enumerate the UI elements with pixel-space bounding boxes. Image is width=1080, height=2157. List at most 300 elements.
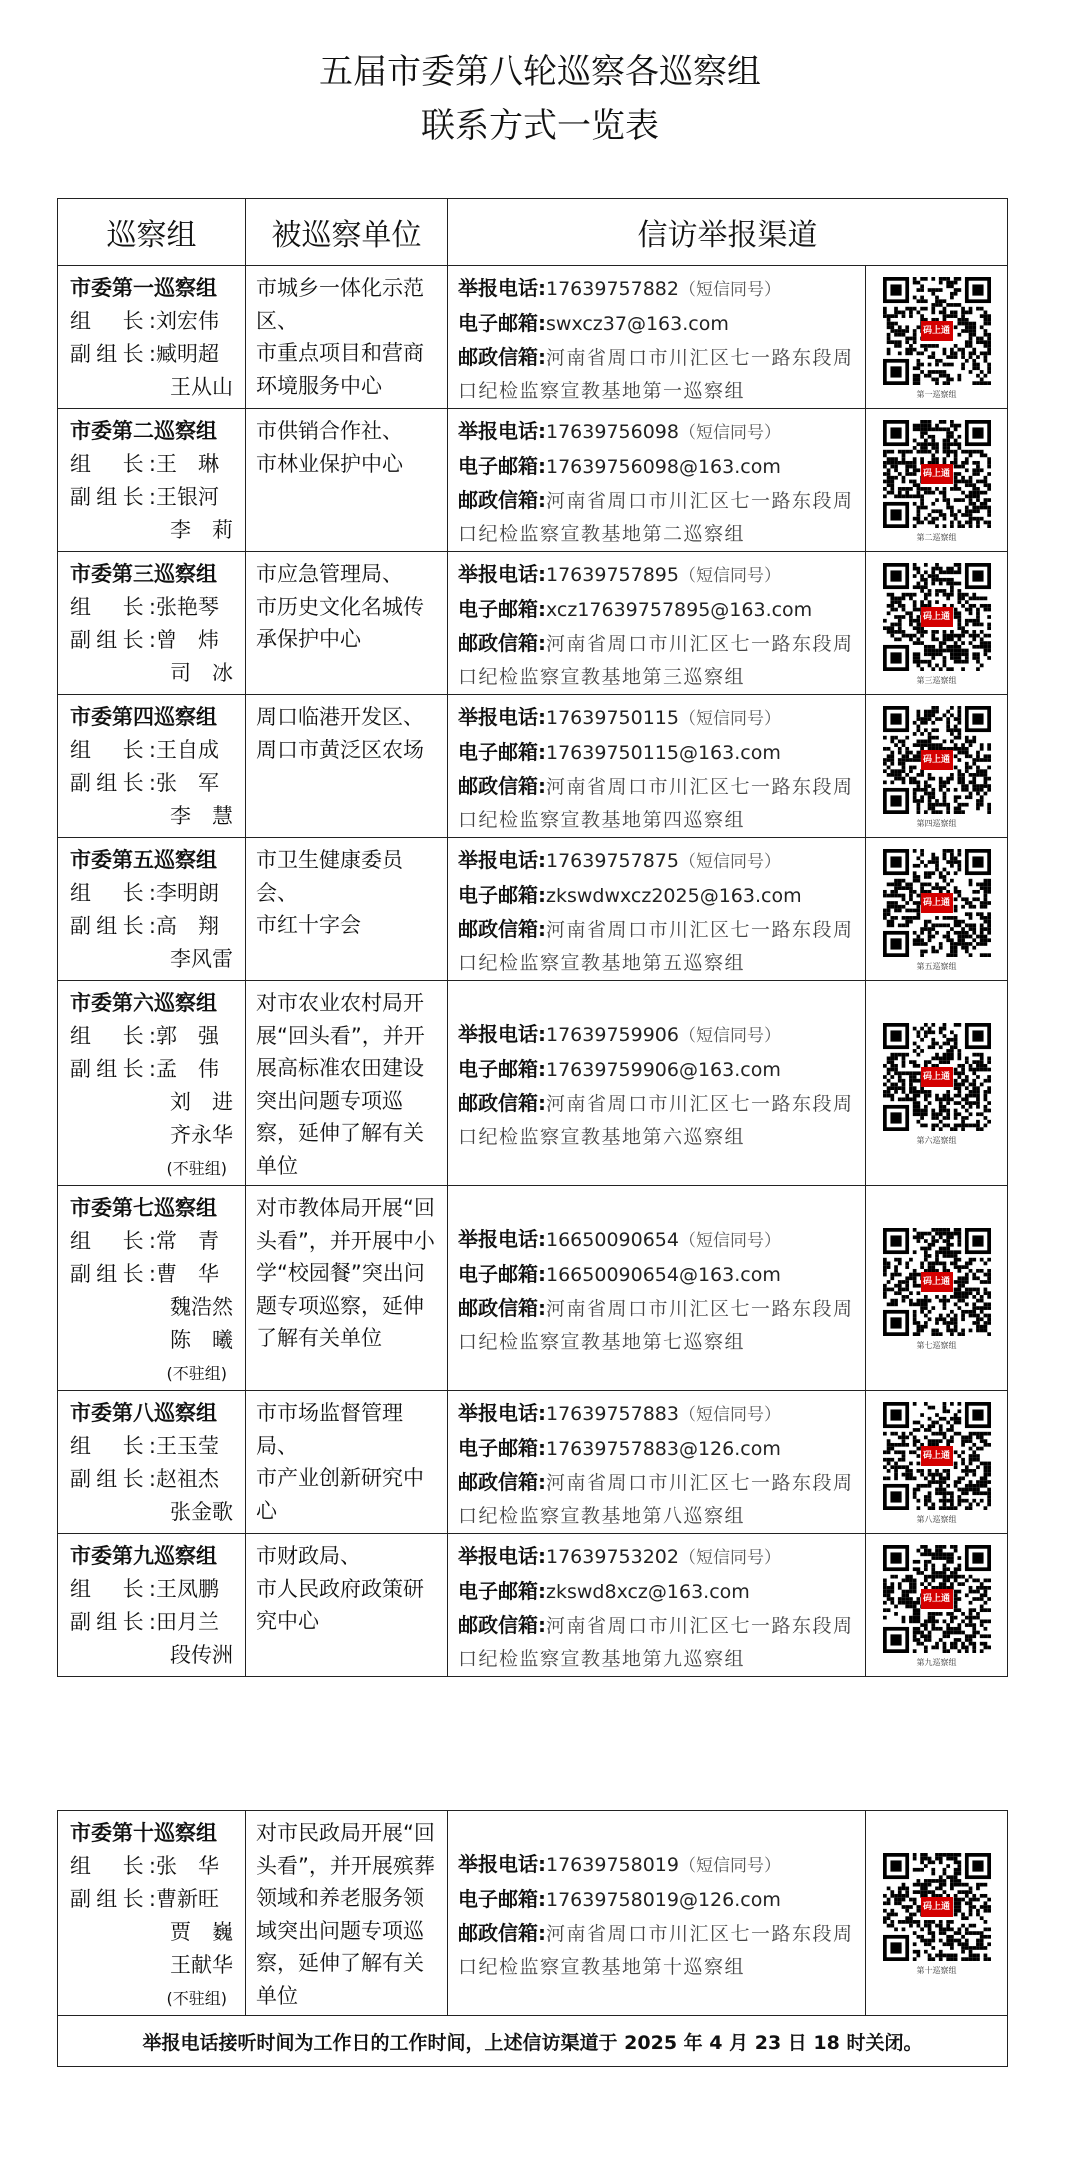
phone-line <box>458 1540 859 1575</box>
table-row <box>58 1391 1008 1534</box>
station-note: (不驻组) <box>166 1159 227 1178</box>
deputy-label: 副组长: <box>70 1262 156 1286</box>
qr-tag: 码上通 <box>921 1272 953 1292</box>
email-line <box>458 593 859 627</box>
leader-line <box>70 1225 245 1258</box>
channel-cell <box>448 1534 866 1677</box>
table-row <box>58 981 1008 1186</box>
channel-cell <box>448 981 866 1186</box>
post-label: 邮政信箱: <box>458 631 546 655</box>
qr-code[interactable] <box>883 1402 991 1510</box>
leader-label: 组 长: <box>70 881 156 905</box>
leader-line <box>70 1573 245 1606</box>
phone-line <box>458 1397 859 1432</box>
deputy-name: 魏浩然 <box>170 1295 233 1319</box>
qr-cell <box>866 409 1008 552</box>
post-line <box>458 1292 859 1359</box>
deputy-name: 李 莉 <box>170 518 233 542</box>
unit-cell <box>246 552 448 695</box>
deputy-label: 副组长: <box>70 628 156 652</box>
email-label: 电子邮箱: <box>458 1579 546 1603</box>
email-label: 电子邮箱: <box>458 1887 546 1911</box>
table-row <box>58 1534 1008 1677</box>
qr-tag: 码上通 <box>921 1589 953 1609</box>
group-cell <box>58 1186 246 1391</box>
deputy-name: 张 军 <box>156 771 219 795</box>
table-row <box>58 552 1008 695</box>
deputy-list <box>70 624 245 690</box>
table-header-row <box>58 199 1008 266</box>
footer-note: 举报电话接听时间为工作日的工作时间，上述信访渠道于 2025 年 4 月 23 日 18 时关闭。 <box>58 2016 1008 2067</box>
phone-note: （短信同号） <box>678 852 781 872</box>
deputy-list <box>70 1606 245 1672</box>
qr-code[interactable] <box>883 420 991 528</box>
deputy-name: 张金歌 <box>170 1500 233 1524</box>
email-label: 电子邮箱: <box>458 883 546 907</box>
qr-tag: 码上通 <box>921 321 953 341</box>
qr-caption: 第十巡察组 <box>916 1966 957 1975</box>
leader-name: 王玉莹 <box>156 1434 219 1458</box>
unit-cell <box>246 1391 448 1534</box>
unit-name: 市人民政府政策研究中心 <box>256 1576 424 1633</box>
leader-name: 郭 强 <box>156 1024 219 1048</box>
qr-cell <box>866 695 1008 838</box>
email-label: 电子邮箱: <box>458 1057 546 1081</box>
unit-name: 市历史文化名城传承保护中心 <box>256 594 424 651</box>
leader-label: 组 长: <box>70 1229 156 1253</box>
email-address[interactable]: 16650090654@163.com <box>546 1264 781 1286</box>
post-line <box>458 1466 859 1533</box>
station-note: (不驻组) <box>166 1989 227 2008</box>
phone-label: 举报电话: <box>458 1544 546 1568</box>
phone-line <box>458 1018 859 1053</box>
group-name: 市委第八巡察组 <box>70 1401 217 1425</box>
unit-cell <box>246 1811 448 2016</box>
leader-line <box>70 305 245 338</box>
email-address[interactable]: 17639758019@126.com <box>546 1889 781 1911</box>
email-label: 电子邮箱: <box>458 311 546 335</box>
email-line <box>458 307 859 341</box>
qr-tag: 码上通 <box>921 1897 953 1917</box>
deputy-name: 王献华 <box>170 1953 233 1977</box>
email-line <box>458 1575 859 1609</box>
unit-name: 市重点项目和营商环境服务中心 <box>256 341 424 398</box>
deputy-name: 段传洲 <box>170 1643 233 1667</box>
deputy-list <box>70 1258 245 1390</box>
post-label: 邮政信箱: <box>458 1921 546 1945</box>
phone-note: （短信同号） <box>678 566 781 586</box>
group-name: 市委第十巡察组 <box>70 1821 217 1845</box>
post-label: 邮政信箱: <box>458 1613 546 1637</box>
qr-caption: 第三巡察组 <box>916 676 957 685</box>
email-address[interactable]: zkswdwxcz2025@163.com <box>546 885 802 907</box>
qr-cell <box>866 552 1008 695</box>
deputy-name: 孟 伟 <box>156 1057 219 1081</box>
email-line <box>458 1053 859 1087</box>
leader-name: 王自成 <box>156 738 219 762</box>
deputy-name: 高 翔 <box>156 914 219 938</box>
post-address: 河南省周口市川汇区七一路东段周口纪检监察宣教基地第二巡察组 <box>458 490 854 545</box>
qr-code[interactable] <box>883 706 991 814</box>
table-row <box>58 1811 1008 2016</box>
deputy-line <box>70 1053 245 1086</box>
email-address[interactable]: 17639759906@163.com <box>546 1059 781 1081</box>
qr-caption: 第一巡察组 <box>916 390 957 399</box>
footer-row <box>58 2016 1008 2067</box>
phone-note: （短信同号） <box>678 1405 781 1425</box>
qr-cell <box>866 266 1008 409</box>
post-line <box>458 770 859 837</box>
post-address: 河南省周口市川汇区七一路东段周口纪检监察宣教基地第三巡察组 <box>458 633 854 688</box>
email-address[interactable]: xcz17639757895@163.com <box>546 599 813 621</box>
leader-label: 组 长: <box>70 309 156 333</box>
phone-number[interactable]: 16650090654 <box>546 1229 679 1251</box>
deputy-name: 刘 进 <box>170 1090 233 1114</box>
phone-note: （短信同号） <box>678 1231 781 1251</box>
contact-table <box>57 198 1008 1677</box>
post-address: 河南省周口市川汇区七一路东段周口纪检监察宣教基地第五巡察组 <box>458 919 854 974</box>
leader-line <box>70 877 245 910</box>
post-line <box>458 913 859 980</box>
deputy-list <box>70 1463 245 1529</box>
email-address[interactable]: 17639756098@163.com <box>546 456 781 478</box>
group-name: 市委第九巡察组 <box>70 1544 217 1568</box>
qr-tag: 码上通 <box>921 750 953 770</box>
qr-tag: 码上通 <box>921 464 953 484</box>
post-address: 河南省周口市川汇区七一路东段周口纪检监察宣教基地第六巡察组 <box>458 1093 854 1148</box>
phone-label: 举报电话: <box>458 1401 546 1425</box>
email-line <box>458 1258 859 1292</box>
channel-cell <box>448 552 866 695</box>
unit-name: 市卫生健康委员会、 <box>256 848 403 905</box>
group-cell <box>58 981 246 1186</box>
phone-number[interactable]: 17639756098 <box>546 421 679 443</box>
phone-label: 举报电话: <box>458 848 546 872</box>
deputy-name: 臧明超 <box>156 342 219 366</box>
leader-name: 王凤鹏 <box>156 1577 219 1601</box>
page-title-line2: 联系方式一览表 <box>421 106 659 146</box>
leader-label: 组 长: <box>70 1024 156 1048</box>
unit-name: 对市农业农村局开展“回头看”，并开展高标准农田建设突出问题专项巡察，延伸了解有关单位 <box>256 991 425 1178</box>
deputy-line <box>70 910 245 943</box>
phone-number[interactable]: 17639757895 <box>546 564 679 586</box>
deputy-line <box>70 338 245 371</box>
phone-number[interactable]: 17639753202 <box>546 1546 679 1568</box>
phone-line <box>458 558 859 593</box>
qr-cell <box>866 1186 1008 1391</box>
channel-cell <box>448 1186 866 1391</box>
group-name: 市委第五巡察组 <box>70 848 217 872</box>
post-label: 邮政信箱: <box>458 774 546 798</box>
deputy-label: 副组长: <box>70 1610 156 1634</box>
post-line <box>458 1087 859 1154</box>
phone-number[interactable]: 17639757883 <box>546 1403 679 1425</box>
qr-caption: 第八巡察组 <box>916 1515 957 1524</box>
deputy-name: 李风雷 <box>170 947 233 971</box>
leader-name: 张 华 <box>156 1854 219 1878</box>
post-address: 河南省周口市川汇区七一路东段周口纪检监察宣教基地第一巡察组 <box>458 347 854 402</box>
qr-cell <box>866 981 1008 1186</box>
qr-tag: 码上通 <box>921 1067 953 1087</box>
phone-label: 举报电话: <box>458 562 546 586</box>
post-line <box>458 1609 859 1676</box>
qr-caption: 第五巡察组 <box>916 962 957 971</box>
post-address: 河南省周口市川汇区七一路东段周口纪检监察宣教基地第七巡察组 <box>458 1298 854 1353</box>
unit-name: 周口临港开发区、 <box>256 705 424 729</box>
qr-code[interactable] <box>883 1545 991 1653</box>
qr-tag: 码上通 <box>921 607 953 627</box>
deputy-label: 副组长: <box>70 1467 156 1491</box>
header-channel: 信访举报渠道 <box>448 199 1008 266</box>
deputy-line <box>70 624 245 657</box>
qr-code[interactable] <box>883 849 991 957</box>
deputy-label: 副组长: <box>70 771 156 795</box>
table-row <box>58 695 1008 838</box>
qr-cell <box>866 1811 1008 2016</box>
email-address[interactable]: swxcz37@163.com <box>546 313 729 335</box>
unit-name: 市财政局、 <box>256 1544 361 1568</box>
deputy-label: 副组长: <box>70 1887 156 1911</box>
post-label: 邮政信箱: <box>458 917 546 941</box>
group-name: 市委第七巡察组 <box>70 1196 217 1220</box>
unit-name: 市城乡一体化示范区、 <box>256 276 424 333</box>
phone-note: （短信同号） <box>678 709 781 729</box>
email-label: 电子邮箱: <box>458 740 546 764</box>
leader-line <box>70 1430 245 1463</box>
unit-cell <box>246 838 448 981</box>
post-line <box>458 341 859 408</box>
post-line <box>458 1917 859 1984</box>
phone-note: （短信同号） <box>678 1548 781 1568</box>
leader-label: 组 长: <box>70 1434 156 1458</box>
leader-label: 组 长: <box>70 738 156 762</box>
unit-cell <box>246 409 448 552</box>
email-line <box>458 1883 859 1917</box>
unit-name: 市应急管理局、 <box>256 562 403 586</box>
channel-cell <box>448 266 866 409</box>
group-cell <box>58 1811 246 2016</box>
deputy-line <box>70 1463 245 1496</box>
deputy-name: 王银河 <box>156 485 219 509</box>
post-label: 邮政信箱: <box>458 1470 546 1494</box>
unit-name: 市市场监督管理局、 <box>256 1401 403 1458</box>
group-cell <box>58 695 246 838</box>
deputy-name: 司 冰 <box>170 661 233 685</box>
group-cell <box>58 266 246 409</box>
group-name: 市委第六巡察组 <box>70 991 217 1015</box>
deputy-name: 王从山 <box>170 375 233 399</box>
deputy-name: 李 慧 <box>170 804 233 828</box>
deputy-name: 赵祖杰 <box>156 1467 219 1491</box>
header-unit: 被巡察单位 <box>246 199 448 266</box>
deputy-name: 陈 曦 <box>170 1328 233 1352</box>
qr-caption: 第二巡察组 <box>916 533 957 542</box>
unit-cell <box>246 1186 448 1391</box>
leader-name: 张艳琴 <box>156 595 219 619</box>
channel-cell <box>448 1391 866 1534</box>
qr-code[interactable] <box>883 277 991 385</box>
qr-code[interactable] <box>883 563 991 671</box>
leader-line <box>70 448 245 481</box>
deputy-list <box>70 338 245 404</box>
post-address: 河南省周口市川汇区七一路东段周口纪检监察宣教基地第四巡察组 <box>458 776 854 831</box>
deputy-list <box>70 1053 245 1185</box>
station-note: (不驻组) <box>166 1364 227 1383</box>
page-title-line1: 五届市委第八轮巡察各巡察组 <box>319 52 761 92</box>
unit-name: 市林业保护中心 <box>256 451 403 476</box>
email-address[interactable]: 17639757883@126.com <box>546 1438 781 1460</box>
leader-line <box>70 734 245 767</box>
email-line <box>458 1432 859 1466</box>
email-address[interactable]: 17639750115@163.com <box>546 742 781 764</box>
leader-label: 组 长: <box>70 452 156 476</box>
table-row <box>58 266 1008 409</box>
unit-name: 市产业创新研究中心 <box>256 1466 424 1523</box>
group-cell <box>58 838 246 981</box>
phone-line <box>458 415 859 450</box>
group-cell <box>58 409 246 552</box>
deputy-name: 贾 巍 <box>170 1920 233 1944</box>
group-name: 市委第一巡察组 <box>70 276 217 300</box>
email-label: 电子邮箱: <box>458 1262 546 1286</box>
post-label: 邮政信箱: <box>458 1091 546 1115</box>
phone-label: 举报电话: <box>458 1852 546 1876</box>
qr-caption: 第四巡察组 <box>916 819 957 828</box>
unit-name: 市红十字会 <box>256 913 361 937</box>
unit-cell <box>246 266 448 409</box>
phone-number[interactable]: 17639757875 <box>546 850 679 872</box>
group-name: 市委第四巡察组 <box>70 705 217 729</box>
group-name: 市委第三巡察组 <box>70 562 217 586</box>
qr-code[interactable] <box>883 1023 991 1131</box>
contact-table-continued <box>57 1810 1008 2067</box>
leader-label: 组 长: <box>70 1577 156 1601</box>
channel-cell <box>448 695 866 838</box>
qr-cell <box>866 838 1008 981</box>
phone-label: 举报电话: <box>458 1227 546 1251</box>
leader-label: 组 长: <box>70 1854 156 1878</box>
leader-line <box>70 591 245 624</box>
phone-label: 举报电话: <box>458 419 546 443</box>
channel-cell <box>448 838 866 981</box>
deputy-line <box>70 767 245 800</box>
qr-caption: 第六巡察组 <box>916 1136 957 1145</box>
qr-code[interactable] <box>883 1228 991 1336</box>
phone-number[interactable]: 17639757882 <box>546 278 679 300</box>
header-group: 巡察组 <box>58 199 246 266</box>
deputy-name: 曾 炜 <box>156 628 219 652</box>
phone-label: 举报电话: <box>458 1022 546 1046</box>
deputy-label: 副组长: <box>70 342 156 366</box>
post-line <box>458 627 859 694</box>
post-label: 邮政信箱: <box>458 488 546 512</box>
leader-name: 李明朗 <box>156 881 219 905</box>
phone-line <box>458 701 859 736</box>
qr-tag: 码上通 <box>921 1446 953 1466</box>
phone-line <box>458 1223 859 1258</box>
post-address: 河南省周口市川汇区七一路东段周口纪检监察宣教基地第八巡察组 <box>458 1472 854 1527</box>
leader-name: 刘宏伟 <box>156 309 219 333</box>
deputy-name: 田月兰 <box>156 1610 219 1634</box>
group-cell <box>58 552 246 695</box>
channel-cell <box>448 409 866 552</box>
deputy-label: 副组长: <box>70 914 156 938</box>
phone-note: （短信同号） <box>678 423 781 443</box>
deputy-line <box>70 1883 245 1916</box>
deputy-list <box>70 767 245 833</box>
deputy-label: 副组长: <box>70 1057 156 1081</box>
qr-tag: 码上通 <box>921 893 953 913</box>
phone-number[interactable]: 17639759906 <box>546 1024 679 1046</box>
qr-cell <box>866 1534 1008 1677</box>
post-label: 邮政信箱: <box>458 345 546 369</box>
phone-label: 举报电话: <box>458 276 546 300</box>
unit-name: 对市教体局开展“回头看”，并开展中小学“校园餐”突出问题专项巡察，延伸了解有关单位 <box>256 1196 435 1350</box>
phone-note: （短信同号） <box>678 280 781 300</box>
unit-name: 周口市黄泛区农场 <box>256 737 424 762</box>
leader-line <box>70 1850 245 1883</box>
leader-label: 组 长: <box>70 595 156 619</box>
phone-number[interactable]: 17639758019 <box>546 1854 679 1876</box>
leader-line <box>70 1020 245 1053</box>
post-line <box>458 484 859 551</box>
leader-name: 王 琳 <box>156 452 219 476</box>
post-label: 邮政信箱: <box>458 1296 546 1320</box>
table-row <box>58 838 1008 981</box>
qr-caption: 第七巡察组 <box>916 1341 957 1350</box>
phone-note: （短信同号） <box>678 1856 781 1876</box>
deputy-list <box>70 910 245 976</box>
table-row <box>58 409 1008 552</box>
leader-name: 常 青 <box>156 1229 219 1253</box>
phone-note: （短信同号） <box>678 1026 781 1046</box>
deputy-label: 副组长: <box>70 485 156 509</box>
unit-cell <box>246 695 448 838</box>
phone-line <box>458 272 859 307</box>
email-address[interactable]: zkswd8xcz@163.com <box>546 1581 750 1603</box>
unit-name: 市供销合作社、 <box>256 419 403 443</box>
email-label: 电子邮箱: <box>458 1436 546 1460</box>
phone-line <box>458 844 859 879</box>
group-name: 市委第二巡察组 <box>70 419 217 443</box>
group-cell <box>58 1534 246 1677</box>
unit-cell <box>246 981 448 1186</box>
qr-cell <box>866 1391 1008 1534</box>
unit-name: 对市民政局开展“回头看”，并开展殡葬领域和养老服务领域突出问题专项巡察，延伸了解有关单位 <box>256 1821 435 2008</box>
post-address: 河南省周口市川汇区七一路东段周口纪检监察宣教基地第十巡察组 <box>458 1923 854 1978</box>
email-line <box>458 450 859 484</box>
deputy-name: 曹新旺 <box>156 1887 219 1911</box>
email-label: 电子邮箱: <box>458 597 546 621</box>
unit-cell <box>246 1534 448 1677</box>
deputy-line <box>70 1258 245 1291</box>
qr-code[interactable] <box>883 1853 991 1961</box>
phone-number[interactable]: 17639750115 <box>546 707 679 729</box>
channel-cell <box>448 1811 866 2016</box>
deputy-name: 齐永华 <box>170 1123 233 1147</box>
email-line <box>458 736 859 770</box>
qr-caption: 第九巡察组 <box>916 1658 957 1667</box>
deputy-list <box>70 1883 245 2015</box>
phone-line <box>458 1848 859 1883</box>
deputy-name: 曹 华 <box>156 1262 219 1286</box>
post-address: 河南省周口市川汇区七一路东段周口纪检监察宣教基地第九巡察组 <box>458 1615 854 1670</box>
table-row <box>58 1186 1008 1391</box>
deputy-list <box>70 481 245 547</box>
deputy-line <box>70 1606 245 1639</box>
email-label: 电子邮箱: <box>458 454 546 478</box>
group-cell <box>58 1391 246 1534</box>
